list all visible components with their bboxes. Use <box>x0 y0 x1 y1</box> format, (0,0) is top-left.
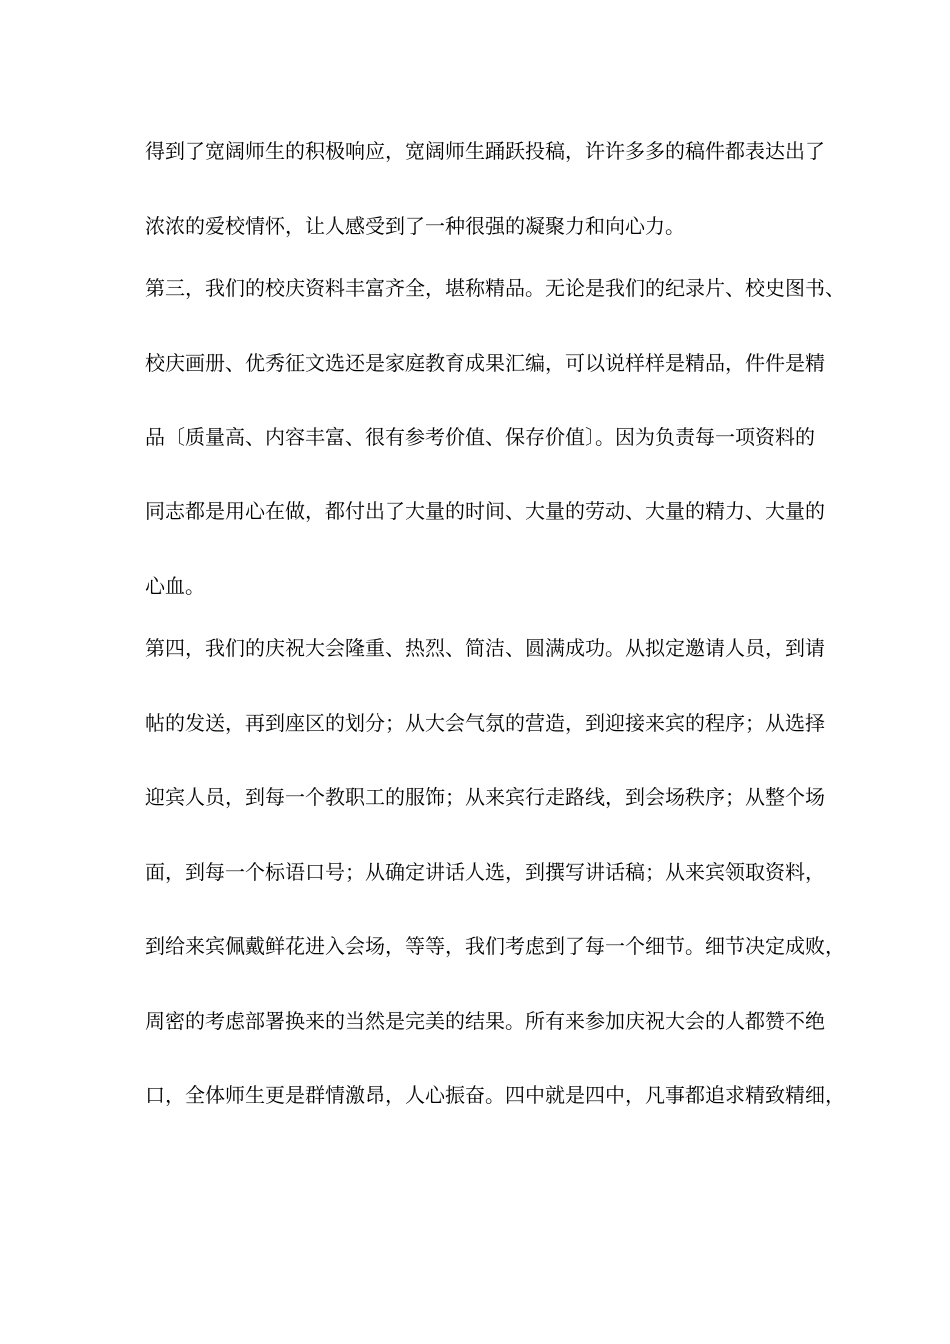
text-line: 周密的考虑部署换来的当然是完美的结果。所有来参加庆祝大会的人都赞不绝 <box>145 1009 825 1033</box>
text-line: 心血。 <box>145 574 205 598</box>
text-line: 校庆画册、优秀征文选还是家庭教育成果汇编，可以说样样是精品，件件是精 <box>145 351 825 375</box>
text-line: 第四，我们的庆祝大会隆重、热烈、简洁、圆满成功。从拟定邀请人员，到请 <box>145 636 825 660</box>
text-line: 浓浓的爱校情怀，让人感受到了一种很强的凝聚力和向心力。 <box>145 214 685 238</box>
text-line: 同志都是用心在做，都付出了大量的时间、大量的劳动、大量的精力、大量的 <box>145 499 825 523</box>
text-line: 品〔质量高、内容丰富、很有参考价值、保存价值〕。因为负责每一项资料的 <box>145 425 815 449</box>
text-line: 到给来宾佩戴鲜花进入会场，等等，我们考虑到了每一个细节。细节决定成败， <box>145 934 845 958</box>
text-line: 帖的发送，再到座区的划分；从大会气氛的营造，到迎接来宾的程序；从选择 <box>145 711 825 735</box>
text-line: 第三，我们的校庆资料丰富齐全，堪称精品。无论是我们的纪录片、校史图书、 <box>145 276 845 300</box>
text-line: 得到了宽阔师生的积极响应，宽阔师生踊跃投稿，许许多多的稿件都表达出了 <box>145 139 825 163</box>
text-line: 迎宾人员，到每一个教职工的服饰；从来宾行走路线，到会场秩序；从整个场 <box>145 785 825 809</box>
text-line: 面，到每一个标语口号；从确定讲话人选，到撰写讲话稿；从来宾领取资料， <box>145 860 825 884</box>
text-line: 口，全体师生更是群情激昂，人心振奋。四中就是四中，凡事都追求精致精细， <box>145 1083 845 1107</box>
